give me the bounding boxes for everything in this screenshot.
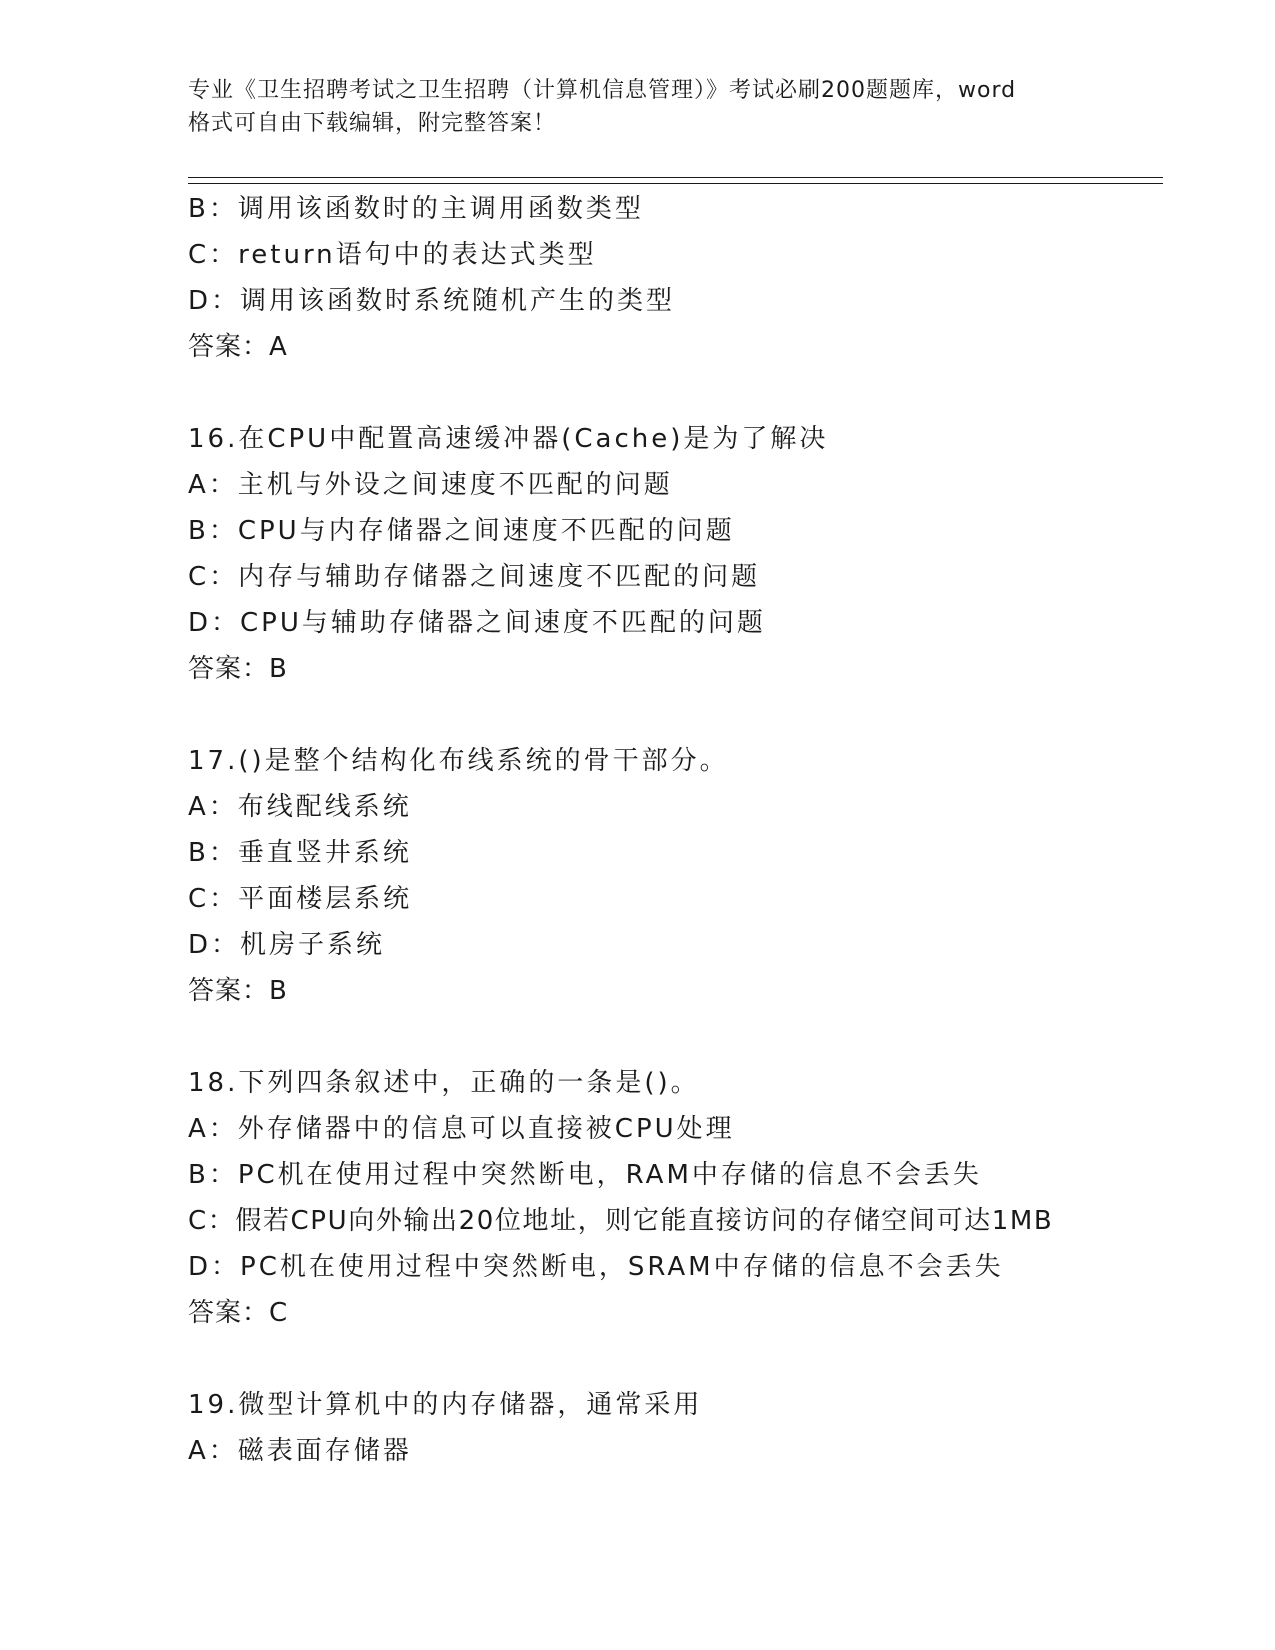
spacer [188, 370, 1168, 416]
spacer [188, 1014, 1168, 1060]
answer-label: 答案： [188, 976, 270, 1006]
answer-value: B [269, 654, 288, 684]
answer-line [188, 646, 1168, 692]
option-d: D：CPU与辅助存储器之间速度不匹配的问题 [188, 608, 766, 638]
question-stem: 18.下列四条叙述中，正确的一条是()。 [188, 1068, 700, 1098]
question-16 [188, 416, 1168, 692]
header-line-1: 专业《卫生招聘考试之卫生招聘（计算机信息管理）》考试必刷200题题库，word [188, 78, 1017, 103]
option-b: B：CPU与内存储器之间速度不匹配的问题 [188, 516, 735, 546]
header-line-2: 格式可自由下载编辑，附完整答案！ [188, 111, 557, 136]
answer-line [188, 968, 1168, 1014]
option-a: A：外存储器中的信息可以直接被CPU处理 [188, 1114, 735, 1144]
header-divider-bottom [188, 183, 1163, 184]
question-15-continued [188, 186, 1168, 370]
answer-line [188, 1290, 1168, 1336]
option-a: A：磁表面存储器 [188, 1436, 412, 1466]
spacer [188, 692, 1168, 738]
header-divider-top [188, 177, 1163, 178]
question-19 [188, 1382, 1168, 1474]
question-stem: 16.在CPU中配置高速缓冲器(Cache)是为了解决 [188, 424, 829, 454]
option-c: C：假若CPU向外输出20位地址，则它能直接访问的存储空间可达1MB [188, 1206, 1054, 1236]
answer-value: B [269, 976, 288, 1006]
option-a: A：主机与外设之间速度不匹配的问题 [188, 470, 673, 500]
option-b: B：PC机在使用过程中突然断电，RAM中存储的信息不会丢失 [188, 1160, 982, 1190]
answer-label: 答案： [188, 654, 270, 684]
answer-label: 答案： [188, 332, 270, 362]
question-18 [188, 1060, 1168, 1336]
option-c: C：return语句中的表达式类型 [188, 240, 597, 270]
spacer [188, 1336, 1168, 1382]
question-stem: 19.微型计算机中的内存储器，通常采用 [188, 1390, 703, 1420]
option-b: B：调用该函数时的主调用函数类型 [188, 194, 644, 224]
question-list [188, 186, 1168, 1474]
answer-value: C [269, 1298, 289, 1328]
answer-line [188, 324, 1168, 370]
option-a: A：布线配线系统 [188, 792, 412, 822]
option-c: C：平面楼层系统 [188, 884, 413, 914]
question-stem: 17.()是整个结构化布线系统的骨干部分。 [188, 746, 729, 776]
option-c: C：内存与辅助存储器之间速度不匹配的问题 [188, 562, 761, 592]
option-d: D：机房子系统 [188, 930, 386, 960]
answer-label: 答案： [188, 1298, 270, 1328]
option-b: B：垂直竖井系统 [188, 838, 412, 868]
document-header [188, 74, 1088, 140]
answer-value: A [269, 332, 288, 362]
option-d: D：调用该函数时系统随机产生的类型 [188, 286, 676, 316]
question-17 [188, 738, 1168, 1014]
option-d: D：PC机在使用过程中突然断电，SRAM中存储的信息不会丢失 [188, 1252, 1004, 1282]
